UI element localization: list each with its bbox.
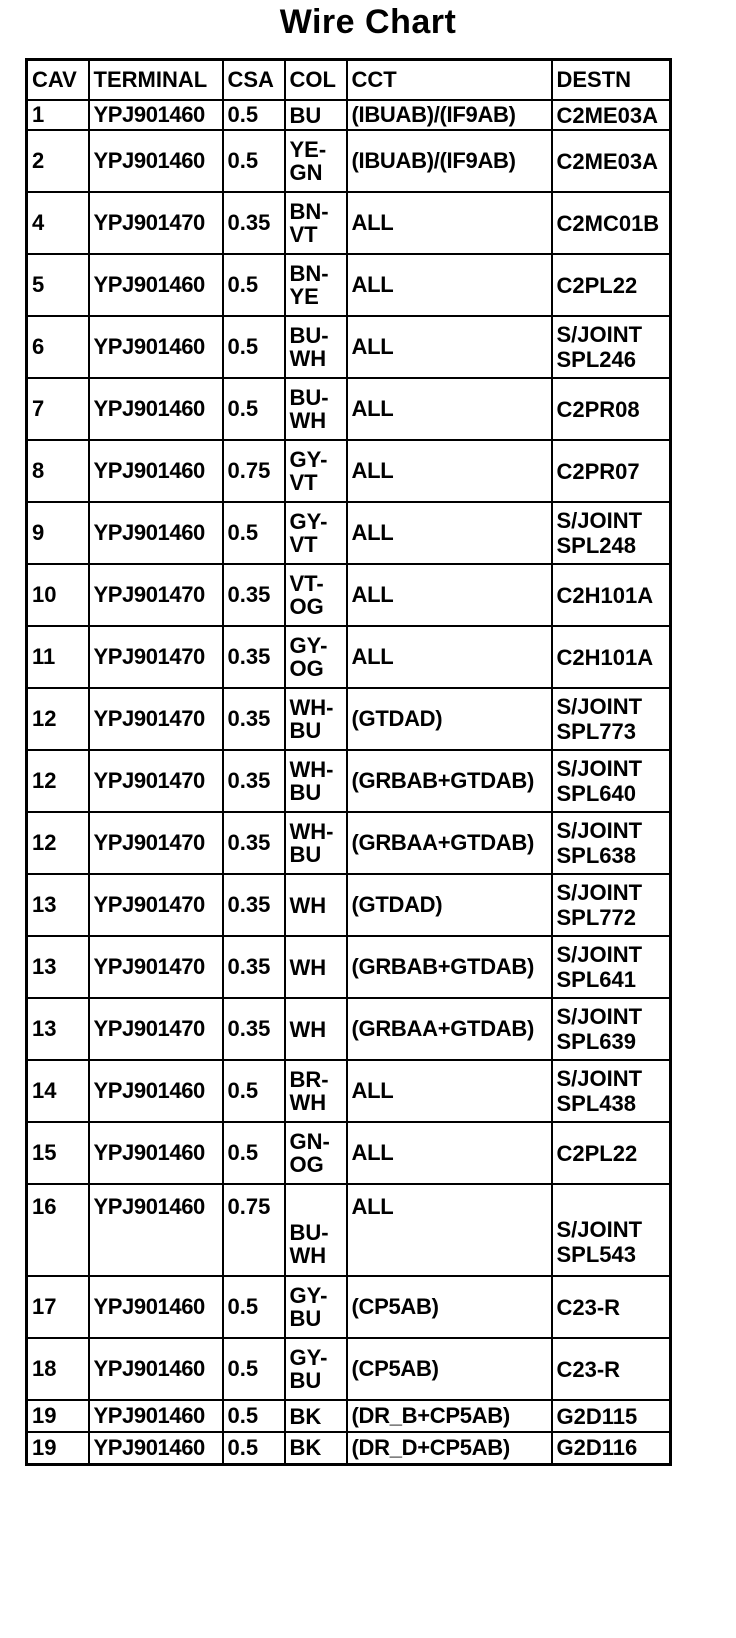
circuit-cell: ALL: [347, 626, 552, 688]
destination-cell: [552, 316, 671, 378]
color-code-line: WH: [289, 408, 327, 433]
destination-line: C2PL22: [556, 1140, 638, 1166]
color-code-line: BR-: [289, 1067, 329, 1092]
destination-line: SPL248: [556, 533, 636, 558]
color-cell: [285, 130, 347, 192]
terminal-cell: YPJ901460: [89, 1400, 223, 1432]
cav-cell: 5: [27, 254, 89, 316]
terminal-cell: YPJ901470: [89, 998, 223, 1060]
color-code-line: WH-: [289, 695, 334, 720]
destination-line: SPL438: [556, 1091, 636, 1116]
table-row: [27, 130, 671, 192]
circuit-cell: (GRBAA+GTDAB): [347, 812, 552, 874]
cav-cell: 12: [27, 812, 89, 874]
color-code-line: VT: [289, 470, 318, 495]
csa-cell: 0.5: [223, 130, 285, 192]
csa-cell: 0.5: [223, 1400, 285, 1432]
color-code-line: GY-: [289, 509, 328, 534]
table-row: [27, 812, 671, 874]
csa-cell: 0.5: [223, 316, 285, 378]
color-code-line: GY-: [289, 633, 328, 658]
destination-line: SPL246: [556, 347, 636, 372]
destination-line: SPL640: [556, 781, 636, 806]
color-code-line: OG: [289, 656, 324, 681]
terminal-cell: YPJ901460: [89, 1122, 223, 1184]
terminal-cell: YPJ901470: [89, 688, 223, 750]
destination-line: C2H101A: [556, 644, 654, 670]
circuit-cell: ALL: [347, 1060, 552, 1122]
terminal-cell: YPJ901470: [89, 874, 223, 936]
destination-cell: [552, 1184, 671, 1276]
destination-line: C2PL22: [556, 272, 638, 298]
cav-cell: 4: [27, 192, 89, 254]
destination-line: C2ME03A: [556, 148, 658, 174]
destination-line: C2PR07: [556, 458, 640, 484]
destination-line: SPL543: [556, 1242, 636, 1267]
terminal-cell: YPJ901460: [89, 1060, 223, 1122]
color-cell: [285, 1276, 347, 1338]
color-cell: [285, 688, 347, 750]
color-cell: [285, 1432, 347, 1464]
csa-cell: 0.5: [223, 1432, 285, 1464]
csa-cell: 0.35: [223, 998, 285, 1060]
color-code-line: BU: [289, 780, 322, 805]
terminal-cell: YPJ901470: [89, 192, 223, 254]
table-row: [27, 192, 671, 254]
color-code-line: WH-: [289, 819, 334, 844]
circuit-cell: (IBUAB)/(IF9AB): [347, 100, 552, 130]
cav-cell: 2: [27, 130, 89, 192]
cav-cell: 10: [27, 564, 89, 626]
terminal-cell: YPJ901460: [89, 502, 223, 564]
color-code-line: BU-: [289, 323, 329, 348]
cav-cell: 12: [27, 688, 89, 750]
color-code-line: GN-: [289, 1129, 330, 1154]
circuit-cell: ALL: [347, 192, 552, 254]
table-row: [27, 1060, 671, 1122]
csa-cell: 0.35: [223, 564, 285, 626]
csa-cell: 0.5: [223, 1122, 285, 1184]
cav-cell: 19: [27, 1432, 89, 1464]
cav-cell: 14: [27, 1060, 89, 1122]
color-code-line: BU: [289, 718, 322, 743]
header-terminal: TERMINAL: [89, 60, 223, 101]
csa-cell: 0.5: [223, 1276, 285, 1338]
destination-line: S/JOINT: [556, 818, 643, 843]
color-code-line: OG: [289, 594, 324, 619]
color-cell: [285, 254, 347, 316]
destination-line: S/JOINT: [556, 756, 643, 781]
color-cell: [285, 998, 347, 1060]
table-header: [27, 60, 671, 101]
destination-cell: [552, 100, 671, 130]
table-row: [27, 502, 671, 564]
circuit-cell: (GRBAB+GTDAB): [347, 750, 552, 812]
circuit-cell: ALL: [347, 564, 552, 626]
color-code-line: GY-: [289, 447, 328, 472]
header-destn: DESTN: [552, 60, 671, 101]
color-code-line: WH: [289, 954, 327, 980]
destination-line: C23-R: [556, 1356, 621, 1382]
cav-cell: 7: [27, 378, 89, 440]
destination-cell: [552, 1432, 671, 1464]
destination-line: SPL638: [556, 843, 636, 868]
csa-cell: 0.5: [223, 100, 285, 130]
table-row: [27, 378, 671, 440]
destination-cell: [552, 688, 671, 750]
color-code-line: WH: [289, 1016, 327, 1042]
destination-cell: [552, 192, 671, 254]
color-code-line: GY-: [289, 1283, 328, 1308]
color-code-line: GY-: [289, 1345, 328, 1370]
table-row: [27, 564, 671, 626]
destination-cell: [552, 502, 671, 564]
table-row: [27, 750, 671, 812]
table-row: [27, 254, 671, 316]
table-row: [27, 1338, 671, 1400]
destination-cell: [552, 254, 671, 316]
cav-cell: 18: [27, 1338, 89, 1400]
color-code-line: OG: [289, 1152, 324, 1177]
color-code-line: BN-: [289, 199, 329, 224]
table-row: [27, 1400, 671, 1432]
color-cell: [285, 1060, 347, 1122]
destination-line: S/JOINT: [556, 1066, 643, 1091]
color-cell: [285, 812, 347, 874]
color-cell: [285, 378, 347, 440]
destination-line: C2H101A: [556, 582, 654, 608]
csa-cell: 0.35: [223, 874, 285, 936]
table-row: [27, 100, 671, 130]
destination-line: SPL772: [556, 905, 636, 930]
destination-line: S/JOINT: [556, 322, 643, 347]
table-row: [27, 688, 671, 750]
terminal-cell: YPJ901460: [89, 254, 223, 316]
destination-cell: [552, 564, 671, 626]
cav-cell: 13: [27, 998, 89, 1060]
terminal-cell: YPJ901470: [89, 626, 223, 688]
cav-cell: 16: [27, 1184, 89, 1276]
color-cell: [285, 564, 347, 626]
color-code-line: BU: [289, 1306, 322, 1331]
cav-cell: 13: [27, 874, 89, 936]
destination-line: G2D115: [556, 1403, 638, 1429]
table-row: [27, 936, 671, 998]
header-cct: CCT: [347, 60, 552, 101]
terminal-cell: YPJ901460: [89, 1338, 223, 1400]
circuit-cell: (DR_B+CP5AB): [347, 1400, 552, 1432]
destination-cell: [552, 1060, 671, 1122]
circuit-cell: ALL: [347, 316, 552, 378]
cav-cell: 13: [27, 936, 89, 998]
circuit-cell: ALL: [347, 1122, 552, 1184]
csa-cell: 0.75: [223, 440, 285, 502]
csa-cell: 0.5: [223, 1338, 285, 1400]
color-code-line: YE-: [289, 137, 327, 162]
circuit-cell: ALL: [347, 1184, 552, 1276]
circuit-cell: (GRBAA+GTDAB): [347, 998, 552, 1060]
circuit-cell: (DR_D+CP5AB): [347, 1432, 552, 1464]
color-code-line: BU: [289, 102, 322, 128]
color-code-line: BU-: [289, 1220, 329, 1245]
destination-line: SPL639: [556, 1029, 636, 1054]
table-body: [27, 100, 671, 1464]
destination-cell: [552, 1400, 671, 1432]
destination-cell: [552, 626, 671, 688]
page-title: Wire Chart: [279, 3, 457, 41]
circuit-cell: (GRBAB+GTDAB): [347, 936, 552, 998]
destination-cell: [552, 750, 671, 812]
color-cell: [285, 316, 347, 378]
terminal-cell: YPJ901460: [89, 130, 223, 192]
color-code-line: BN-: [289, 261, 329, 286]
table-row: [27, 1432, 671, 1464]
circuit-cell: (IBUAB)/(IF9AB): [347, 130, 552, 192]
circuit-cell: (GTDAD): [347, 688, 552, 750]
color-cell: [285, 502, 347, 564]
color-code-line: VT-: [289, 571, 324, 596]
color-code-line: BU-: [289, 385, 329, 410]
csa-cell: 0.35: [223, 750, 285, 812]
terminal-cell: YPJ901470: [89, 564, 223, 626]
circuit-cell: ALL: [347, 502, 552, 564]
terminal-cell: YPJ901460: [89, 100, 223, 130]
table-row: [27, 1276, 671, 1338]
csa-cell: 0.75: [223, 1184, 285, 1276]
color-code-line: WH: [289, 1090, 327, 1115]
destination-line: C2MC01B: [556, 210, 660, 236]
csa-cell: 0.35: [223, 688, 285, 750]
table-row: [27, 1184, 671, 1276]
color-cell: [285, 1400, 347, 1432]
terminal-cell: YPJ901470: [89, 750, 223, 812]
table-row: [27, 626, 671, 688]
circuit-cell: (CP5AB): [347, 1338, 552, 1400]
table-row: [27, 998, 671, 1060]
csa-cell: 0.35: [223, 812, 285, 874]
color-code-line: BU: [289, 1368, 322, 1393]
color-code-line: WH: [289, 1243, 327, 1268]
color-code-line: GN: [289, 160, 323, 185]
color-cell: [285, 750, 347, 812]
cav-cell: 19: [27, 1400, 89, 1432]
wire-chart-table: [25, 58, 672, 1466]
destination-cell: [552, 440, 671, 502]
cav-cell: 1: [27, 100, 89, 130]
terminal-cell: YPJ901460: [89, 440, 223, 502]
terminal-cell: YPJ901470: [89, 812, 223, 874]
header-cav: CAV: [27, 60, 89, 101]
destination-line: S/JOINT: [556, 942, 643, 967]
header-col: COL: [285, 60, 347, 101]
color-code-line: BK: [289, 1403, 322, 1429]
circuit-cell: ALL: [347, 378, 552, 440]
color-cell: [285, 1184, 347, 1276]
circuit-cell: (GTDAD): [347, 874, 552, 936]
destination-line: G2D116: [556, 1435, 638, 1461]
color-cell: [285, 936, 347, 998]
destination-line: S/JOINT: [556, 508, 643, 533]
color-code-line: WH-: [289, 757, 334, 782]
circuit-cell: (CP5AB): [347, 1276, 552, 1338]
csa-cell: 0.5: [223, 502, 285, 564]
destination-cell: [552, 130, 671, 192]
destination-line: SPL641: [556, 967, 636, 992]
table-row: [27, 874, 671, 936]
cav-cell: 15: [27, 1122, 89, 1184]
csa-cell: 0.35: [223, 192, 285, 254]
destination-line: C2ME03A: [556, 102, 658, 128]
table-row: [27, 1122, 671, 1184]
csa-cell: 0.35: [223, 626, 285, 688]
header-row: [27, 60, 671, 101]
destination-line: S/JOINT: [556, 1217, 643, 1242]
destination-cell: [552, 1122, 671, 1184]
csa-cell: 0.5: [223, 378, 285, 440]
destination-line: S/JOINT: [556, 1004, 643, 1029]
cav-cell: 11: [27, 626, 89, 688]
circuit-cell: ALL: [347, 440, 552, 502]
terminal-cell: YPJ901470: [89, 936, 223, 998]
cav-cell: 6: [27, 316, 89, 378]
color-code-line: BU: [289, 842, 322, 867]
cav-cell: 12: [27, 750, 89, 812]
destination-cell: [552, 874, 671, 936]
destination-cell: [552, 378, 671, 440]
color-code-line: VT: [289, 532, 318, 557]
destination-line: SPL773: [556, 719, 636, 744]
csa-cell: 0.5: [223, 1060, 285, 1122]
destination-cell: [552, 936, 671, 998]
color-cell: [285, 874, 347, 936]
table-row: [27, 440, 671, 502]
destination-cell: [552, 812, 671, 874]
color-code-line: YE: [289, 284, 319, 309]
destination-cell: [552, 1338, 671, 1400]
destination-cell: [552, 1276, 671, 1338]
destination-line: C2PR08: [556, 396, 640, 422]
color-cell: [285, 440, 347, 502]
color-cell: [285, 100, 347, 130]
csa-cell: 0.35: [223, 936, 285, 998]
color-cell: [285, 626, 347, 688]
terminal-cell: YPJ901460: [89, 1432, 223, 1464]
terminal-cell: YPJ901460: [89, 316, 223, 378]
cav-cell: 9: [27, 502, 89, 564]
header-csa: CSA: [223, 60, 285, 101]
destination-cell: [552, 998, 671, 1060]
color-code-line: VT: [289, 222, 318, 247]
color-code-line: BK: [289, 1435, 322, 1461]
terminal-cell: YPJ901460: [89, 378, 223, 440]
destination-line: C23-R: [556, 1294, 621, 1320]
destination-line: S/JOINT: [556, 694, 643, 719]
color-code-line: WH: [289, 346, 327, 371]
circuit-cell: ALL: [347, 254, 552, 316]
color-cell: [285, 1122, 347, 1184]
color-cell: [285, 1338, 347, 1400]
color-cell: [285, 192, 347, 254]
destination-line: S/JOINT: [556, 880, 643, 905]
table-row: [27, 316, 671, 378]
terminal-cell: YPJ901460: [89, 1184, 223, 1276]
csa-cell: 0.5: [223, 254, 285, 316]
cav-cell: 8: [27, 440, 89, 502]
cav-cell: 17: [27, 1276, 89, 1338]
terminal-cell: YPJ901460: [89, 1276, 223, 1338]
color-code-line: WH: [289, 892, 327, 918]
